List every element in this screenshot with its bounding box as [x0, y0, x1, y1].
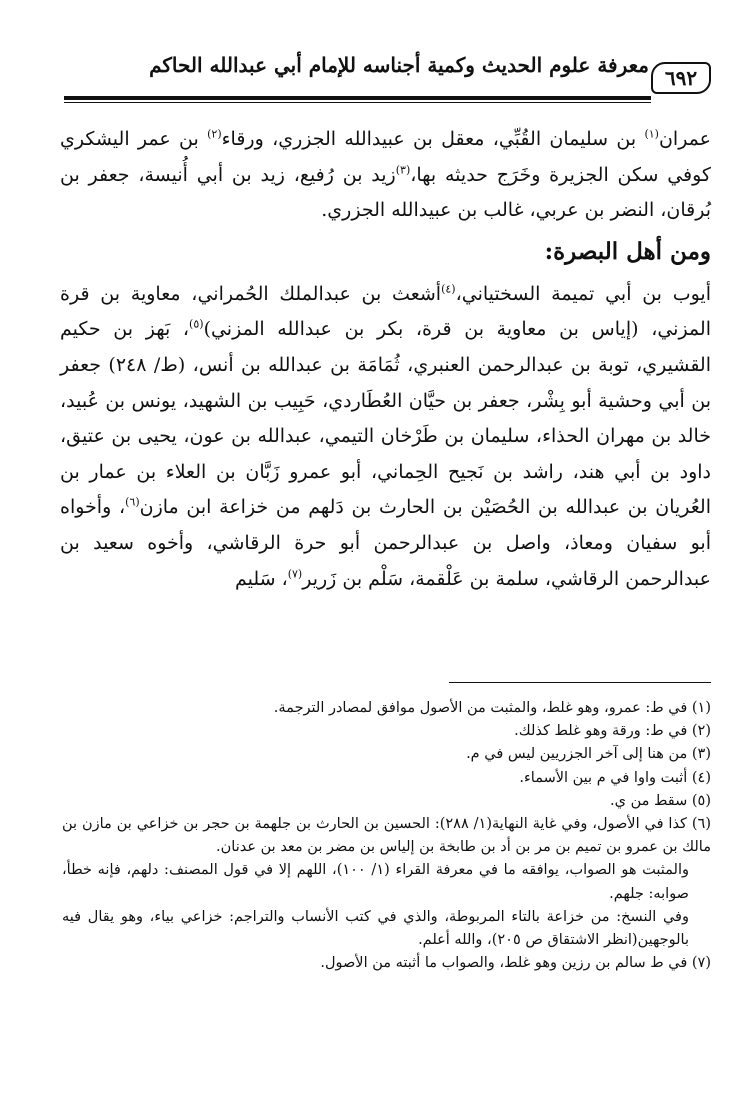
header-rule-thin — [64, 102, 651, 103]
paragraph-jazira — [60, 122, 711, 229]
text-run: ، وأخواه أبو سفيان ومعاذ، واصل بن عبدالرحمن أبو حرة الرقاشي، وأخوه سعيد بن عبدالرحمن الرقاشي، سلمة بن عَلْقمة، سَلْم بن زَرير — [60, 496, 711, 590]
footnote-ref: (٤) — [441, 282, 456, 296]
text-run: ، بَهز بن حكيم القشيري، توبة بن عبدالرحمن العنبري، ثُمَامَة بن عبدالله بن أنس، (ط/ ٢٤٨) جعفر بن أبي وحشية أبو بِشْر، جعفر بن حيَّان العُطَاردي، حَبِيب بن الشهيد، يونس بن عُبيد، خالد بن مهران الحذاء، سليمان بن طَرْخان التيمي، عبدالله بن عون، يحيى بن عتيق، داود بن أبي هند، راشد بن نَجيح الحِماني، أبو عمرو زَبَّان بن العلاء بن عمار بن العُريان بن عبدالله بن الحُصَيْن بن الحارث بن دَلهم من خزاعة ابن مازن — [60, 318, 711, 519]
footnote-ref: (٧) — [287, 567, 303, 581]
main-text — [60, 122, 711, 597]
text-run: أشعث بن عبدالملك الحُمراني، معاوية بن قرة المزني، (إياس بن معاوية بن قرة، بكر بن عبدالله المزني) — [60, 282, 711, 341]
footnote-ref: (٦) — [125, 496, 140, 510]
footnote-separator — [449, 682, 711, 683]
footnote-ref: (٣) — [395, 163, 411, 177]
footnotes — [62, 697, 711, 975]
footnote-6-continuation: وفي النسخ: من خزاعة بالتاء المربوطة، والذي في كتب الأنساب والتراجم: خزاعي بياء، وهو يقال فيه بالوجهين(انظر الاشتقاق ص ٢٠٥)، والله أعلم. — [62, 908, 689, 949]
text-run: أيوب بن أبي تميمة السختياني، — [455, 282, 711, 305]
footnote-4: (٤) أثبت واوا في م بين الأسماء. — [519, 769, 711, 786]
footnote-6-continuation: والمثبت هو الصواب، يوافقه ما في معرفة القراء (١/ ١٠٠)، اللهم إلا في قول المصنف: دلهم، فإنه خطأ، صوابه: جلهم. — [62, 862, 689, 902]
text-run: زيد بن رُفيع، زيد بن أبي أُنيسة، جعفر بن بُرقان، النضر بن عربي، غالب بن عبيدالله الجزري. — [60, 163, 711, 222]
page-number: ٦٩٢ — [651, 62, 711, 94]
page-header — [64, 52, 711, 102]
footnote-2: (٢) في ط: ورقة وهو غلط كذلك. — [514, 723, 711, 740]
footnote-5: (٥) سقط من ي. — [610, 792, 711, 809]
text-run: عمران — [658, 128, 712, 150]
footnote-3: (٣) من هنا إلى آخر الجزريين ليس في م. — [466, 746, 711, 763]
running-title: معرفة علوم الحديث وكمية أجناسه للإمام أبي عبدالله الحاكم — [149, 53, 649, 77]
text-run: بن سليمان القُبِّي، معقل بن عبيدالله الجزري، ورقاء — [221, 128, 645, 150]
footnote-6: (٦) كذا في الأصول، وفي غاية النهاية(١/ ٢٨٨): الحسين بن الحارث بن جلهمة بن حجر بن خزاعي بن مازن بن مالك بن عمرو بن تميم بن مر بن أد بن طابخة بن إلياس بن مضر بن معد بن عدنان. — [62, 816, 711, 856]
footnote-1: (١) في ط: عمرو، وهو غلط، والمثبت من الأصول موافق لمصادر الترجمة. — [273, 700, 711, 716]
paragraph-basra — [60, 277, 711, 597]
footnote-ref: (٥) — [189, 318, 204, 332]
section-heading: ومن أهل البصرة: — [544, 237, 711, 265]
text-run: ، سَليم — [234, 567, 288, 590]
footnote-ref: (٢) — [207, 127, 222, 141]
header-rule-thick — [64, 96, 651, 100]
footnote-ref: (١) — [644, 127, 659, 141]
footnote-7: (٧) في ط سالم بن رزين وهو غلط، والصواب ما أثبته من الأصول. — [320, 955, 711, 972]
text-run: بن عمر اليشكري كوفي سكن الجزيرة وخَرَج حديثه بها، — [60, 128, 711, 186]
